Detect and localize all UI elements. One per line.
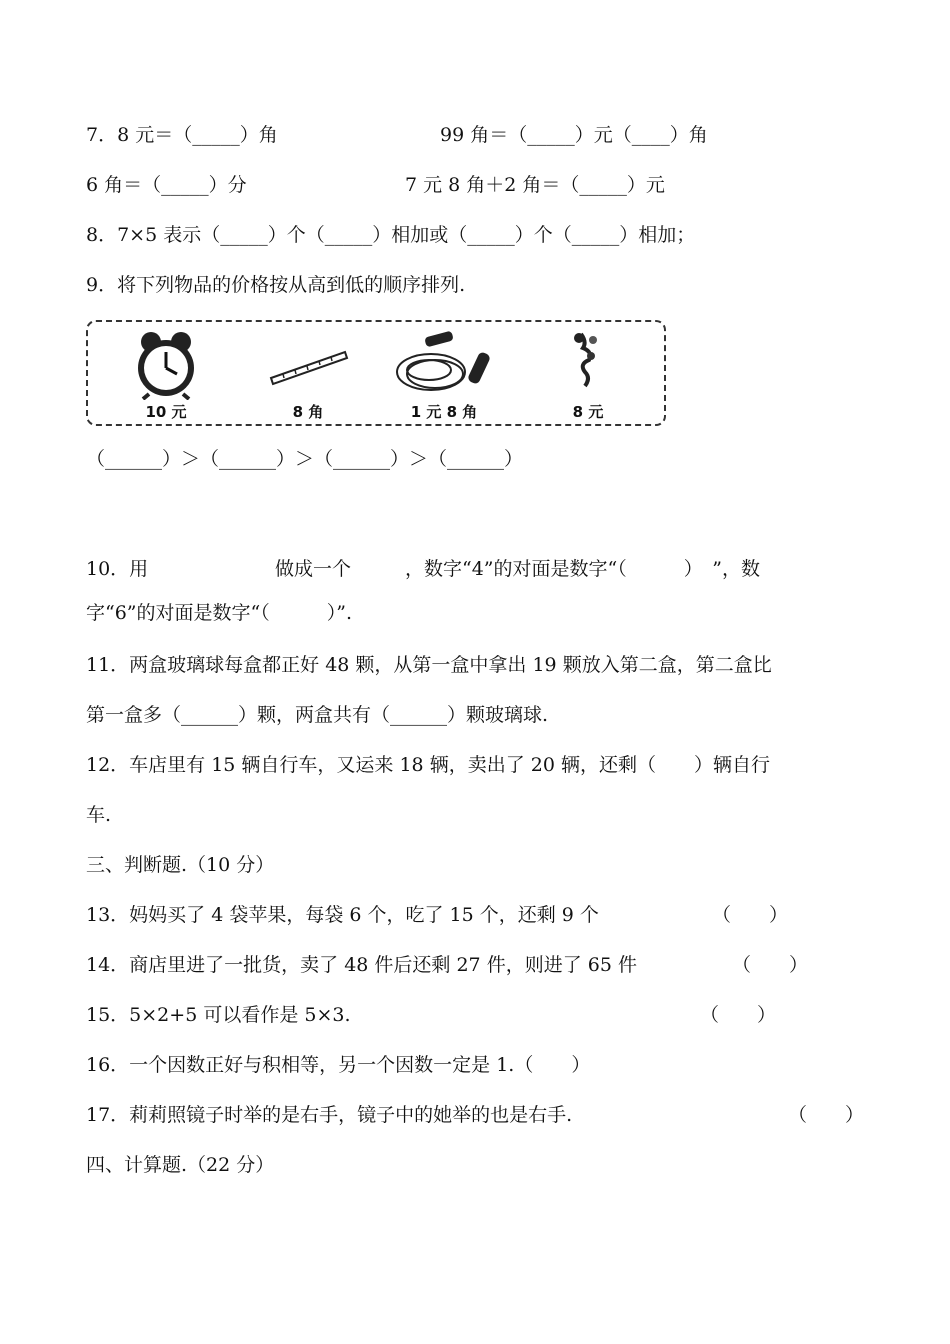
q17-answer-paren: （ ） [788, 1104, 865, 1126]
q15-text: 15．5×2+5 可以看作是 5×3. [86, 1004, 351, 1026]
item-price: 8 角 [292, 403, 324, 421]
q16-text: 16．一个因数正好与积相等，另一个因数一定是 1.（ ） [86, 1054, 591, 1076]
q15-answer-paren: （ ） [700, 1004, 777, 1026]
q7-part-c: 6 角＝（_____）分 [86, 174, 247, 196]
q13-answer-paren: （ ） [712, 904, 789, 926]
q9-order-blanks: （______）＞（______）＞（______）＞（______） [86, 448, 524, 470]
q12-text-a: 12．车店里有 15 辆自行车，又运来 18 辆，卖出了 20 辆，还剩（ ）辆自行 [86, 754, 770, 776]
q10-text-c: ，数字“4”的对面是数字“（ ） ”，数 [405, 558, 760, 580]
price-items-box [86, 320, 666, 426]
q9-text: 9．将下列物品的价格按从高到低的顺序排列. [86, 274, 466, 296]
q17-text: 17．莉莉照镜子时举的是右手，镜子中的她举的也是右手. [86, 1104, 573, 1126]
q10-text-d: 字“6”的对面是数字“（ ）”. [86, 602, 352, 624]
item-jump-rope [384, 328, 504, 424]
item-price: 8 元 [572, 403, 604, 421]
flower-icon [563, 328, 613, 400]
jump-rope-icon [389, 328, 499, 400]
q7-part-b: 99 角＝（_____）元（____）角 [440, 124, 708, 146]
q10-text-b: 做成一个 [275, 558, 352, 580]
section-3-heading: 三、判断题.（10 分） [86, 854, 275, 876]
q12-text-b: 车. [86, 804, 112, 826]
q11-text-a: 11．两盒玻璃球每盒都正好 48 颗，从第一盒中拿出 19 颗放入第二盒，第二盒比 [86, 654, 772, 676]
q14-answer-paren: （ ） [732, 954, 809, 976]
item-price: 1 元 8 角 [410, 403, 478, 421]
item-flower [528, 328, 648, 424]
q10-text-a: 10．用 [86, 558, 149, 580]
q7-part-d: 7 元 8 角＋2 角＝（_____）元 [405, 174, 665, 196]
q8-text: 8．7×5 表示（_____）个（_____）相加或（_____）个（_____）相加； [86, 224, 696, 246]
item-price: 10 元 [145, 403, 187, 421]
q14-text: 14．商店里进了一批货，卖了 48 件后还剩 27 件，则进了 65 件 [86, 954, 637, 976]
item-alarm-clock [106, 328, 226, 424]
section-4-heading: 四、计算题.（22 分） [86, 1154, 275, 1176]
q13-text: 13．妈妈买了 4 袋苹果，每袋 6 个，吃了 15 个，还剩 9 个 [86, 904, 599, 926]
item-ruler [248, 328, 368, 424]
q7-part-a: 7．8 元＝（_____）角 [86, 124, 278, 146]
q11-text-b: 第一盒多（______）颗，两盒共有（______）颗玻璃球. [86, 704, 549, 726]
ruler-icon [263, 328, 353, 400]
alarm-clock-icon [131, 328, 201, 400]
